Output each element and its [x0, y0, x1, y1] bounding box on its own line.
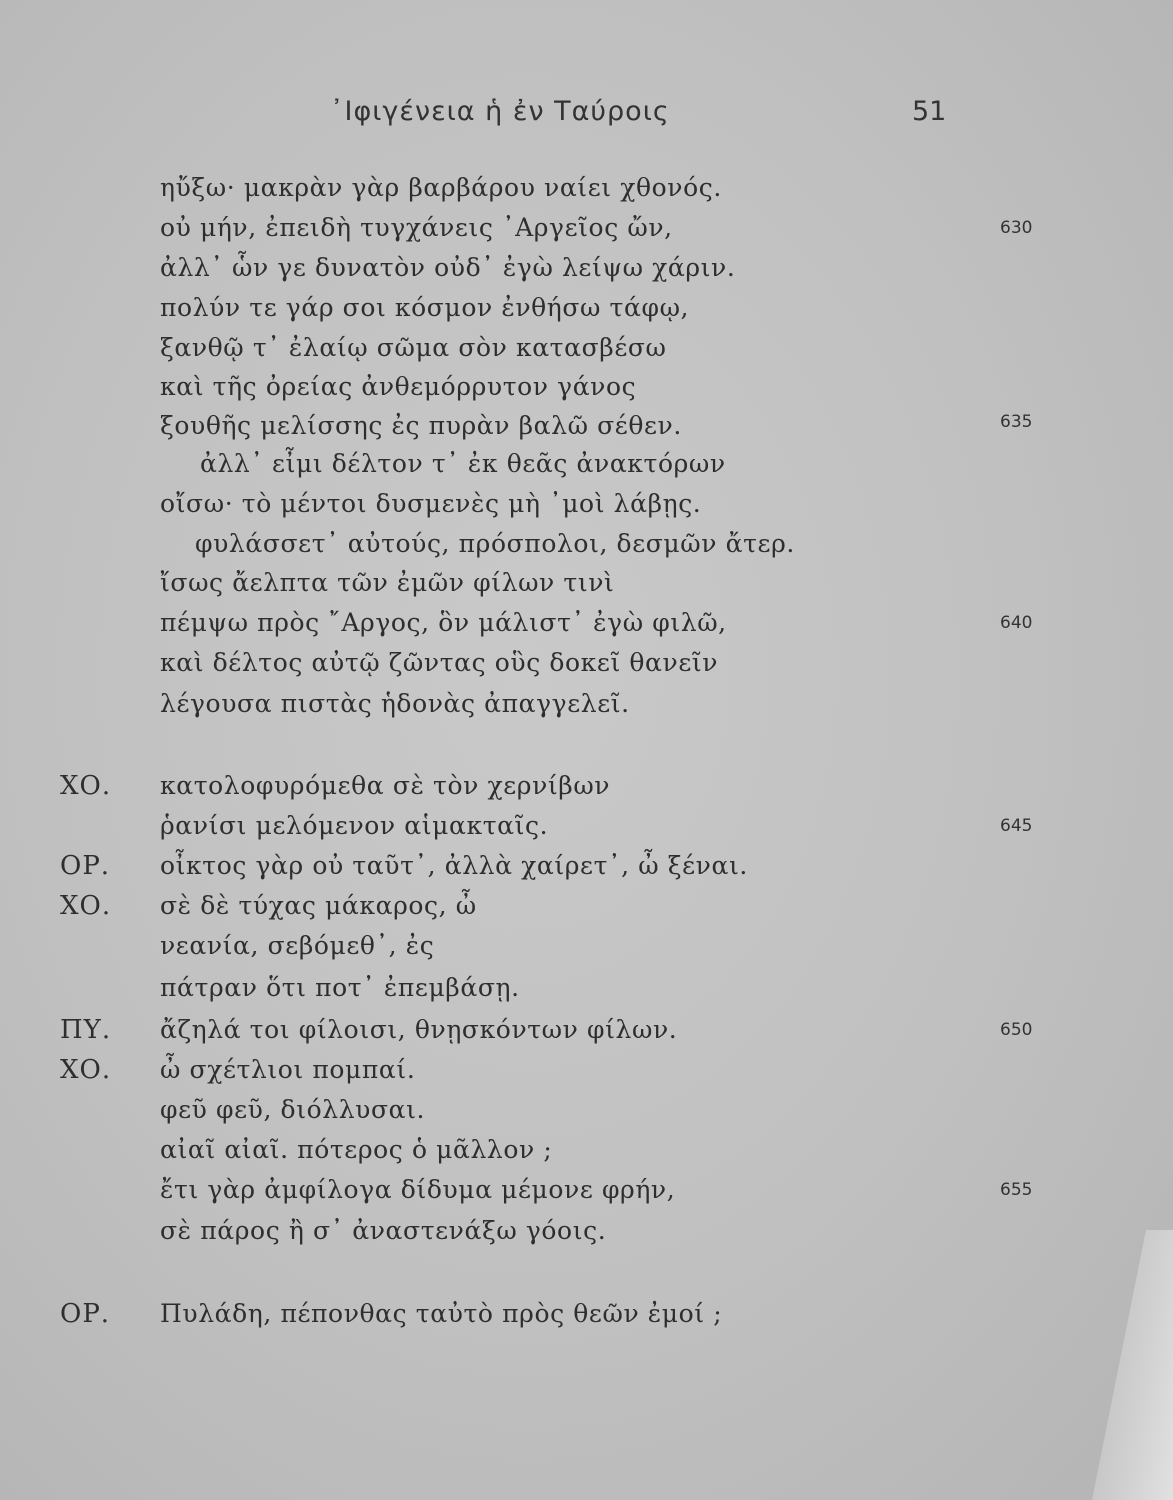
- line-number: 635: [1000, 412, 1033, 432]
- speaker-label: ΧΟ.: [60, 1055, 112, 1085]
- verse-line: ἴσως ἄελπτα τῶν ἐμῶν φίλων τινὶ: [160, 568, 615, 597]
- speaker-label: ΟΡ.: [60, 1299, 111, 1329]
- verse-line: οἴσω· τὸ μέντοι δυσμενὲς μὴ ᾽μοὶ λάβῃς.: [160, 489, 702, 518]
- verse-line: καὶ τῆς ὀρείας ἀνθεμόρρυτον γάνος: [160, 372, 637, 401]
- speaker-label: ΟΡ.: [60, 851, 111, 881]
- line-number: 640: [1000, 613, 1033, 633]
- verse-line: φυλάσσετ᾽ αὐτούς, πρόσπολοι, δεσμῶν ἄτερ.: [195, 529, 795, 558]
- verse-line: λέγουσα πιστὰς ἡδονὰς ἀπαγγελεῖ.: [160, 689, 630, 718]
- verse-line: Πυλάδη, πέπονθας ταὐτὸ πρὸς θεῶν ἐμοί ;: [160, 1299, 723, 1328]
- speaker-label: ΠΥ.: [60, 1015, 112, 1045]
- verse-line: σὲ πάρος ἢ σ᾽ ἀναστενάξω γόοις.: [160, 1216, 607, 1245]
- speaker-label: ΧΟ.: [60, 771, 112, 801]
- verse-line: αἰαῖ αἰαῖ. πότερος ὁ μᾶλλον ;: [160, 1135, 553, 1164]
- running-head-title: ᾽Ιφιγένεια ἡ ἐν Ταύροις: [330, 96, 670, 127]
- speaker-label: ΧΟ.: [60, 891, 112, 921]
- verse-line: ἔτι γὰρ ἀμφίλογα δίδυμα μέμονε φρήν,: [160, 1175, 676, 1204]
- verse-line: νεανία, σεβόμεθ᾽, ἐς: [160, 931, 435, 960]
- verse-line: φεῦ φεῦ, διόλλυσαι.: [160, 1095, 426, 1124]
- verse-line: ἀλλ᾽ εἶμι δέλτον τ᾽ ἐκ θεᾶς ἀνακτόρων: [200, 449, 726, 478]
- verse-line: πάτραν ὅτι ποτ᾽ ἐπεμβάσῃ.: [160, 973, 520, 1002]
- verse-line: ἀλλ᾽ ὧν γε δυνατὸν οὐδ᾽ ἐγὼ λείψω χάριν.: [160, 253, 736, 282]
- verse-line: ἄζηλά τοι φίλοισι, θνῃσκόντων φίλων.: [160, 1015, 678, 1044]
- verse-line: πολύν τε γάρ σοι κόσμον ἐνθήσω τάφῳ,: [160, 293, 690, 322]
- line-number: 650: [1000, 1020, 1033, 1040]
- verse-line: ηὔξω· μακρὰν γὰρ βαρβάρου ναίει χθονός.: [160, 173, 722, 202]
- verse-line: οὐ μήν, ἐπειδὴ τυγχάνεις ᾽Αργεῖος ὤν,: [160, 213, 673, 242]
- verse-line: οἶκτος γὰρ οὐ ταῦτ᾽, ἀλλὰ χαίρετ᾽, ὦ ξέναι.: [160, 851, 748, 880]
- verse-line: ξανθῷ τ᾽ ἐλαίῳ σῶμα σὸν κατασβέσω: [160, 333, 667, 362]
- verse-line: κατολοφυρόμεθα σὲ τὸν χερνίβων: [160, 771, 611, 800]
- line-number: 655: [1000, 1180, 1033, 1200]
- verse-line: σὲ δὲ τύχας μάκαρος, ὦ: [160, 891, 477, 920]
- verse-line: ξουθῆς μελίσσης ἐς πυρὰν βαλῶ σέθεν.: [160, 411, 682, 440]
- line-number: 630: [1000, 218, 1033, 238]
- page-curl-shadow: [1083, 1230, 1173, 1500]
- verse-line: ῥανίσι μελόμενον αἱμακταῖς.: [160, 811, 549, 840]
- verse-line: καὶ δέλτος αὐτῷ ζῶντας οὓς δοκεῖ θανεῖν: [160, 648, 719, 677]
- verse-line: ὦ σχέτλιοι πομπαί.: [160, 1055, 416, 1084]
- page-number: 51: [912, 96, 947, 127]
- verse-line: πέμψω πρὸς ῎Αργος, ὃν μάλιστ᾽ ἐγὼ φιλῶ,: [160, 608, 727, 637]
- line-number: 645: [1000, 816, 1033, 836]
